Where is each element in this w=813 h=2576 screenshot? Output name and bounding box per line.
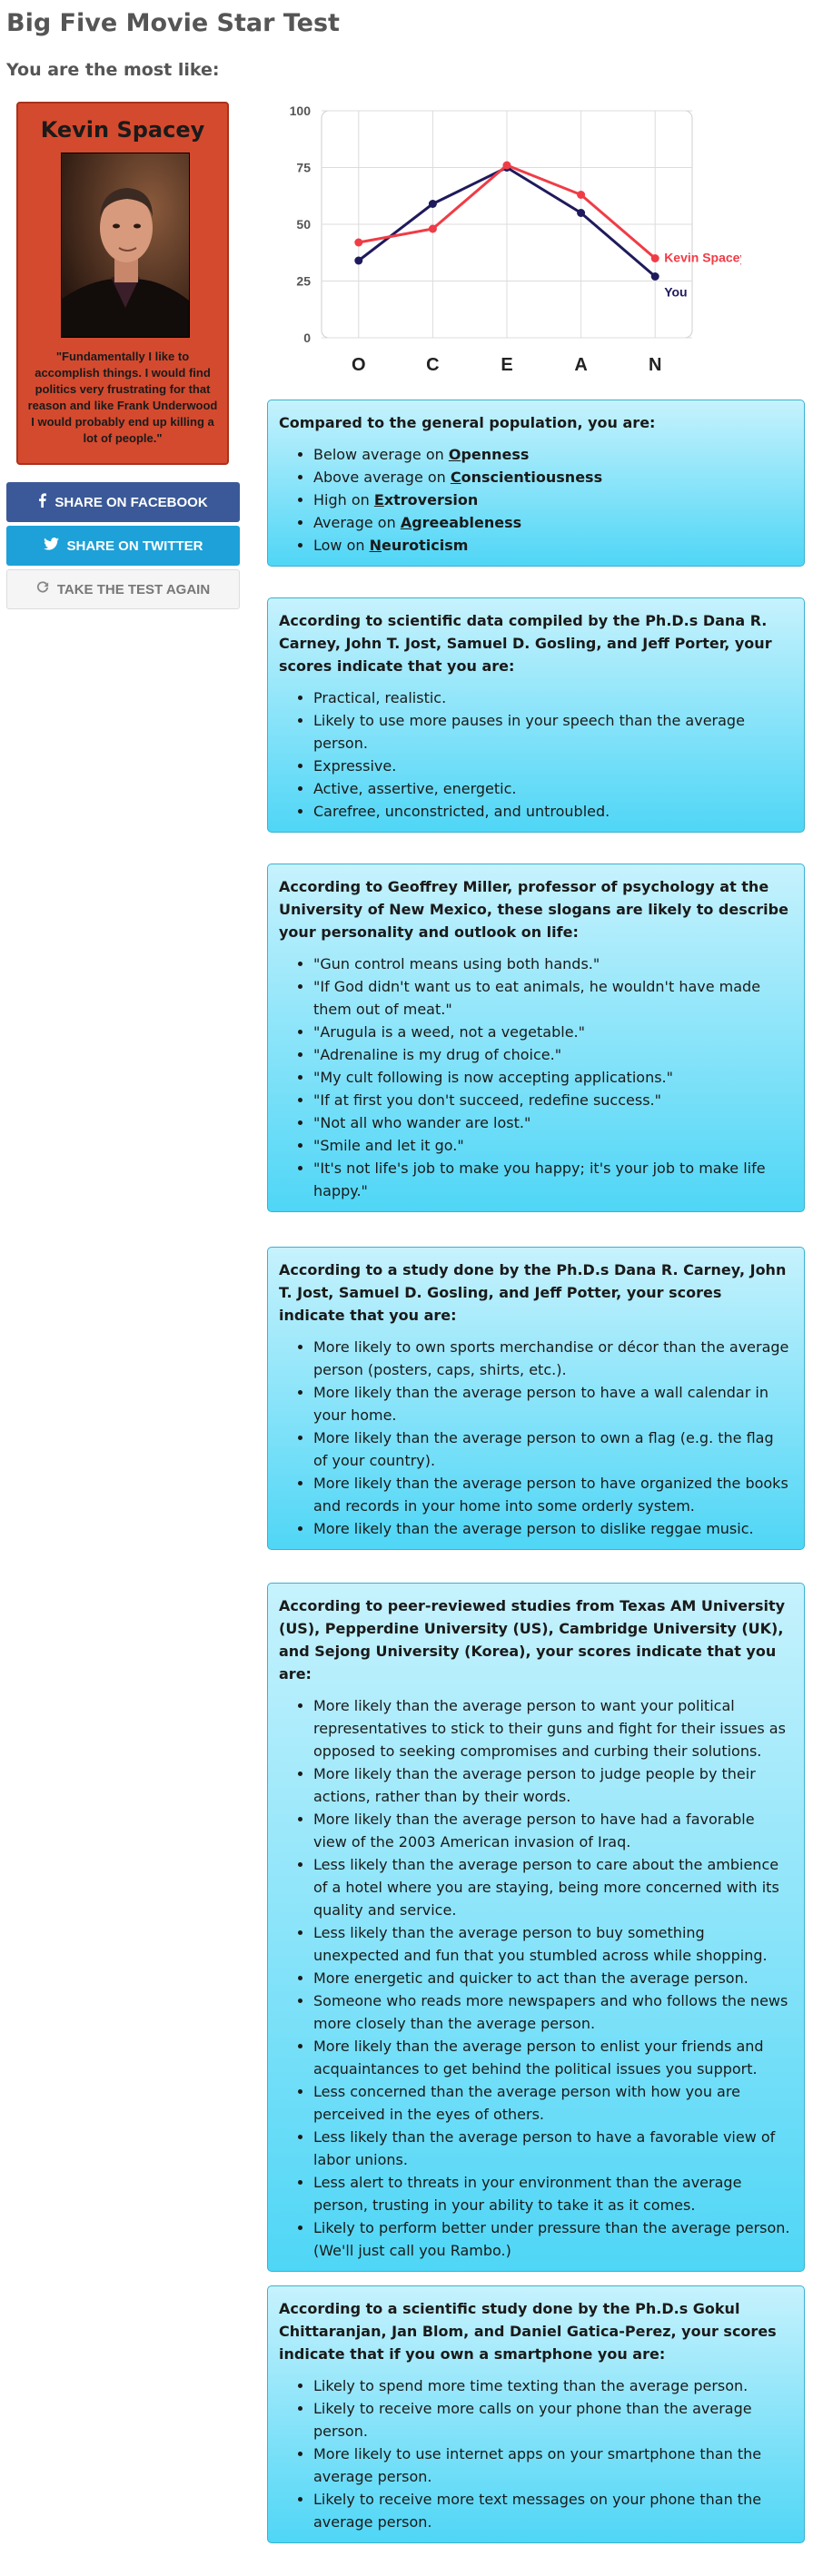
list-item: • Less likely than the average person to have a favorable view of labor unions. bbox=[313, 2126, 791, 2171]
trait-chart-svg bbox=[269, 94, 741, 385]
share-twitter-button[interactable] bbox=[6, 526, 240, 566]
x-tick-label: N bbox=[648, 355, 662, 375]
comparison-heading: Compared to the general population, you are: bbox=[279, 414, 656, 431]
trait-chart bbox=[269, 94, 741, 385]
share-facebook-button[interactable] bbox=[6, 482, 240, 522]
list-item: • Likely to spend more time texting than the average person. bbox=[313, 2374, 791, 2397]
list-item: • More likely than the average person to judge people by their actions, rather than by their words. bbox=[313, 1762, 791, 1808]
facebook-icon bbox=[38, 493, 46, 511]
portrait-image bbox=[62, 153, 189, 337]
list-item: • Less likely than the average person to care about the ambience of a hotel where you are staying, being more concerned with its quality and service. bbox=[313, 1853, 791, 1921]
y-tick-label: 25 bbox=[296, 273, 311, 289]
list-item: • Less alert to threats in your environment than the average person, trusting in your ability to take it as it comes. bbox=[313, 2171, 791, 2216]
take-test-again-label: TAKE THE TEST AGAIN bbox=[56, 581, 211, 597]
star-portrait bbox=[61, 153, 190, 338]
list-item: • Less concerned than the average person with how you are perceived in the eyes of others. bbox=[313, 2080, 791, 2126]
result-subtitle: You are the most like: bbox=[6, 60, 220, 80]
data-point bbox=[354, 239, 362, 247]
data-point bbox=[577, 191, 585, 199]
carney-traits-panel bbox=[267, 597, 805, 833]
comparison-item: • Above average on Conscientiousness bbox=[313, 466, 791, 489]
list-item: • "If God didn't want us to eat animals, he wouldn't have made them out of meat." bbox=[313, 975, 791, 1021]
list-item: • "My cult following is now accepting applications." bbox=[313, 1066, 791, 1089]
miller-slogans-panel bbox=[267, 864, 805, 1212]
list-item: • More likely to use internet apps on your smartphone than the average person. bbox=[313, 2443, 791, 2488]
y-tick-label: 0 bbox=[303, 331, 311, 345]
panel-heading: According to scientific data compiled by the Ph.D.s Dana R. Carney, John T. Jost, Samuel D. Gosling, and Jeff Porter, your scores indicate that you are: bbox=[279, 612, 772, 675]
panel-heading: According to a study done by the Ph.D.s Dana R. Carney, John T. Jost, Samuel D. Gosling, and Jeff Potter, your scores indicate that you are: bbox=[279, 1261, 787, 1324]
list-item: • "Arugula is a weed, not a vegetable." bbox=[313, 1021, 791, 1043]
comparison-item: • Below average on Openness bbox=[313, 443, 791, 466]
list-item: • "Smile and let it go." bbox=[313, 1134, 791, 1157]
panel-list bbox=[279, 2374, 791, 2533]
list-item: • Practical, realistic. bbox=[313, 686, 791, 709]
list-item: • Likely to use more pauses in your speech than the average person. bbox=[313, 709, 791, 755]
data-point bbox=[354, 257, 362, 265]
carney-home-panel bbox=[267, 1247, 805, 1550]
peer-reviewed-panel bbox=[267, 1583, 805, 2272]
list-item: • "It's not life's job to make you happy; it's your job to make life happy." bbox=[313, 1157, 791, 1202]
panel-list bbox=[279, 952, 791, 1202]
data-point bbox=[651, 254, 659, 262]
list-item: • More likely than the average person to own a flag (e.g. the flag of your country). bbox=[313, 1426, 791, 1472]
comparison-panel bbox=[267, 400, 805, 567]
smartphone-panel bbox=[267, 2285, 805, 2543]
list-item: • More likely than the average person to have organized the books and records in your home into some orderly system. bbox=[313, 1472, 791, 1517]
list-item: • More likely than the average person to have had a favorable view of the 2003 American invasion of Iraq. bbox=[313, 1808, 791, 1853]
take-test-again-button[interactable] bbox=[6, 569, 240, 609]
data-point bbox=[429, 225, 437, 233]
list-item: • Likely to receive more text messages on your phone than the average person. bbox=[313, 2488, 791, 2533]
panel-list bbox=[279, 1694, 791, 2262]
share-twitter-label: SHARE ON TWITTER bbox=[66, 538, 203, 554]
panel-heading: According to peer-reviewed studies from Texas AM University (US), Pepperdine University (US), Cambridge University (UK), and Sejong University (Korea), your scores indicate that you are: bbox=[279, 1597, 786, 1683]
comparison-item: • Low on Neuroticism bbox=[313, 534, 791, 557]
comparison-item: • Average on Agreeableness bbox=[313, 511, 791, 534]
refresh-icon bbox=[36, 581, 49, 597]
data-point bbox=[503, 162, 511, 170]
y-tick-label: 50 bbox=[296, 217, 311, 232]
page-title: Big Five Movie Star Test bbox=[6, 9, 340, 37]
list-item: • Someone who reads more newspapers and who follows the news more closely than the average person. bbox=[313, 1989, 791, 2035]
series-label: Kevin Spacey bbox=[664, 250, 741, 265]
panel-heading: According to Geoffrey Miller, professor of psychology at the University of New Mexico, these slogans are likely to describe your personality and outlook on life: bbox=[279, 878, 788, 941]
list-item: • More likely than the average person to have a wall calendar in your home. bbox=[313, 1381, 791, 1426]
y-tick-label: 75 bbox=[296, 160, 311, 175]
list-item: • "Adrenaline is my drug of choice." bbox=[313, 1043, 791, 1066]
star-quote: "Fundamentally I like to accomplish things. I would find politics very frustrating for that reason and like Frank Underwood I would probably end up killing a lot of people." bbox=[27, 350, 218, 445]
data-point bbox=[651, 272, 659, 281]
list-item: • Active, assertive, energetic. bbox=[313, 777, 791, 800]
star-name: Kevin Spacey bbox=[40, 117, 205, 143]
x-tick-label: E bbox=[501, 355, 513, 375]
comparison-list bbox=[279, 443, 791, 557]
panel-heading: According to a scientific study done by the Ph.D.s Gokul Chittaranjan, Jan Blom, and Daniel Gatica-Perez, your scores indicate that if you own a smartphone you are: bbox=[279, 2300, 777, 2363]
data-point bbox=[577, 209, 585, 217]
list-item: • More likely than the average person to dislike reggae music. bbox=[313, 1517, 791, 1540]
list-item: • More likely to own sports merchandise or décor than the average person (posters, caps, shirts, etc.). bbox=[313, 1336, 791, 1381]
comparison-item: • High on Extroversion bbox=[313, 489, 791, 511]
y-tick-label: 100 bbox=[289, 104, 311, 118]
list-item: • Expressive. bbox=[313, 755, 791, 777]
list-item: • Carefree, unconstricted, and untroubled. bbox=[313, 800, 791, 823]
data-point bbox=[429, 200, 437, 208]
share-facebook-label: SHARE ON FACEBOOK bbox=[55, 494, 208, 510]
list-item: • "Not all who wander are lost." bbox=[313, 1111, 791, 1134]
list-item: • Less likely than the average person to buy something unexpected and fun that you stumbled across while shopping. bbox=[313, 1921, 791, 1967]
list-item: • "Gun control means using both hands." bbox=[313, 952, 791, 975]
panel-list bbox=[279, 1336, 791, 1540]
x-tick-label: C bbox=[426, 355, 440, 375]
list-item: • More energetic and quicker to act than the average person. bbox=[313, 1967, 791, 1989]
twitter-icon bbox=[44, 538, 59, 554]
list-item: • Likely to perform better under pressure than the average person. (We'll just call you Rambo.) bbox=[313, 2216, 791, 2262]
star-card bbox=[16, 102, 229, 465]
series-label: You bbox=[664, 284, 688, 300]
list-item: • "If at first you don't succeed, redefine success." bbox=[313, 1089, 791, 1111]
panel-list bbox=[279, 686, 791, 823]
list-item: • More likely than the average person to enlist your friends and acquaintances to get behind the political issues you support. bbox=[313, 2035, 791, 2080]
list-item: • Likely to receive more calls on your phone than the average person. bbox=[313, 2397, 791, 2443]
x-tick-label: A bbox=[574, 355, 588, 375]
x-tick-label: O bbox=[352, 355, 366, 375]
list-item: • More likely than the average person to want your political representatives to stick to their guns and fight for their issues as opposed to seeking compromises and curbing their solutions. bbox=[313, 1694, 791, 1762]
